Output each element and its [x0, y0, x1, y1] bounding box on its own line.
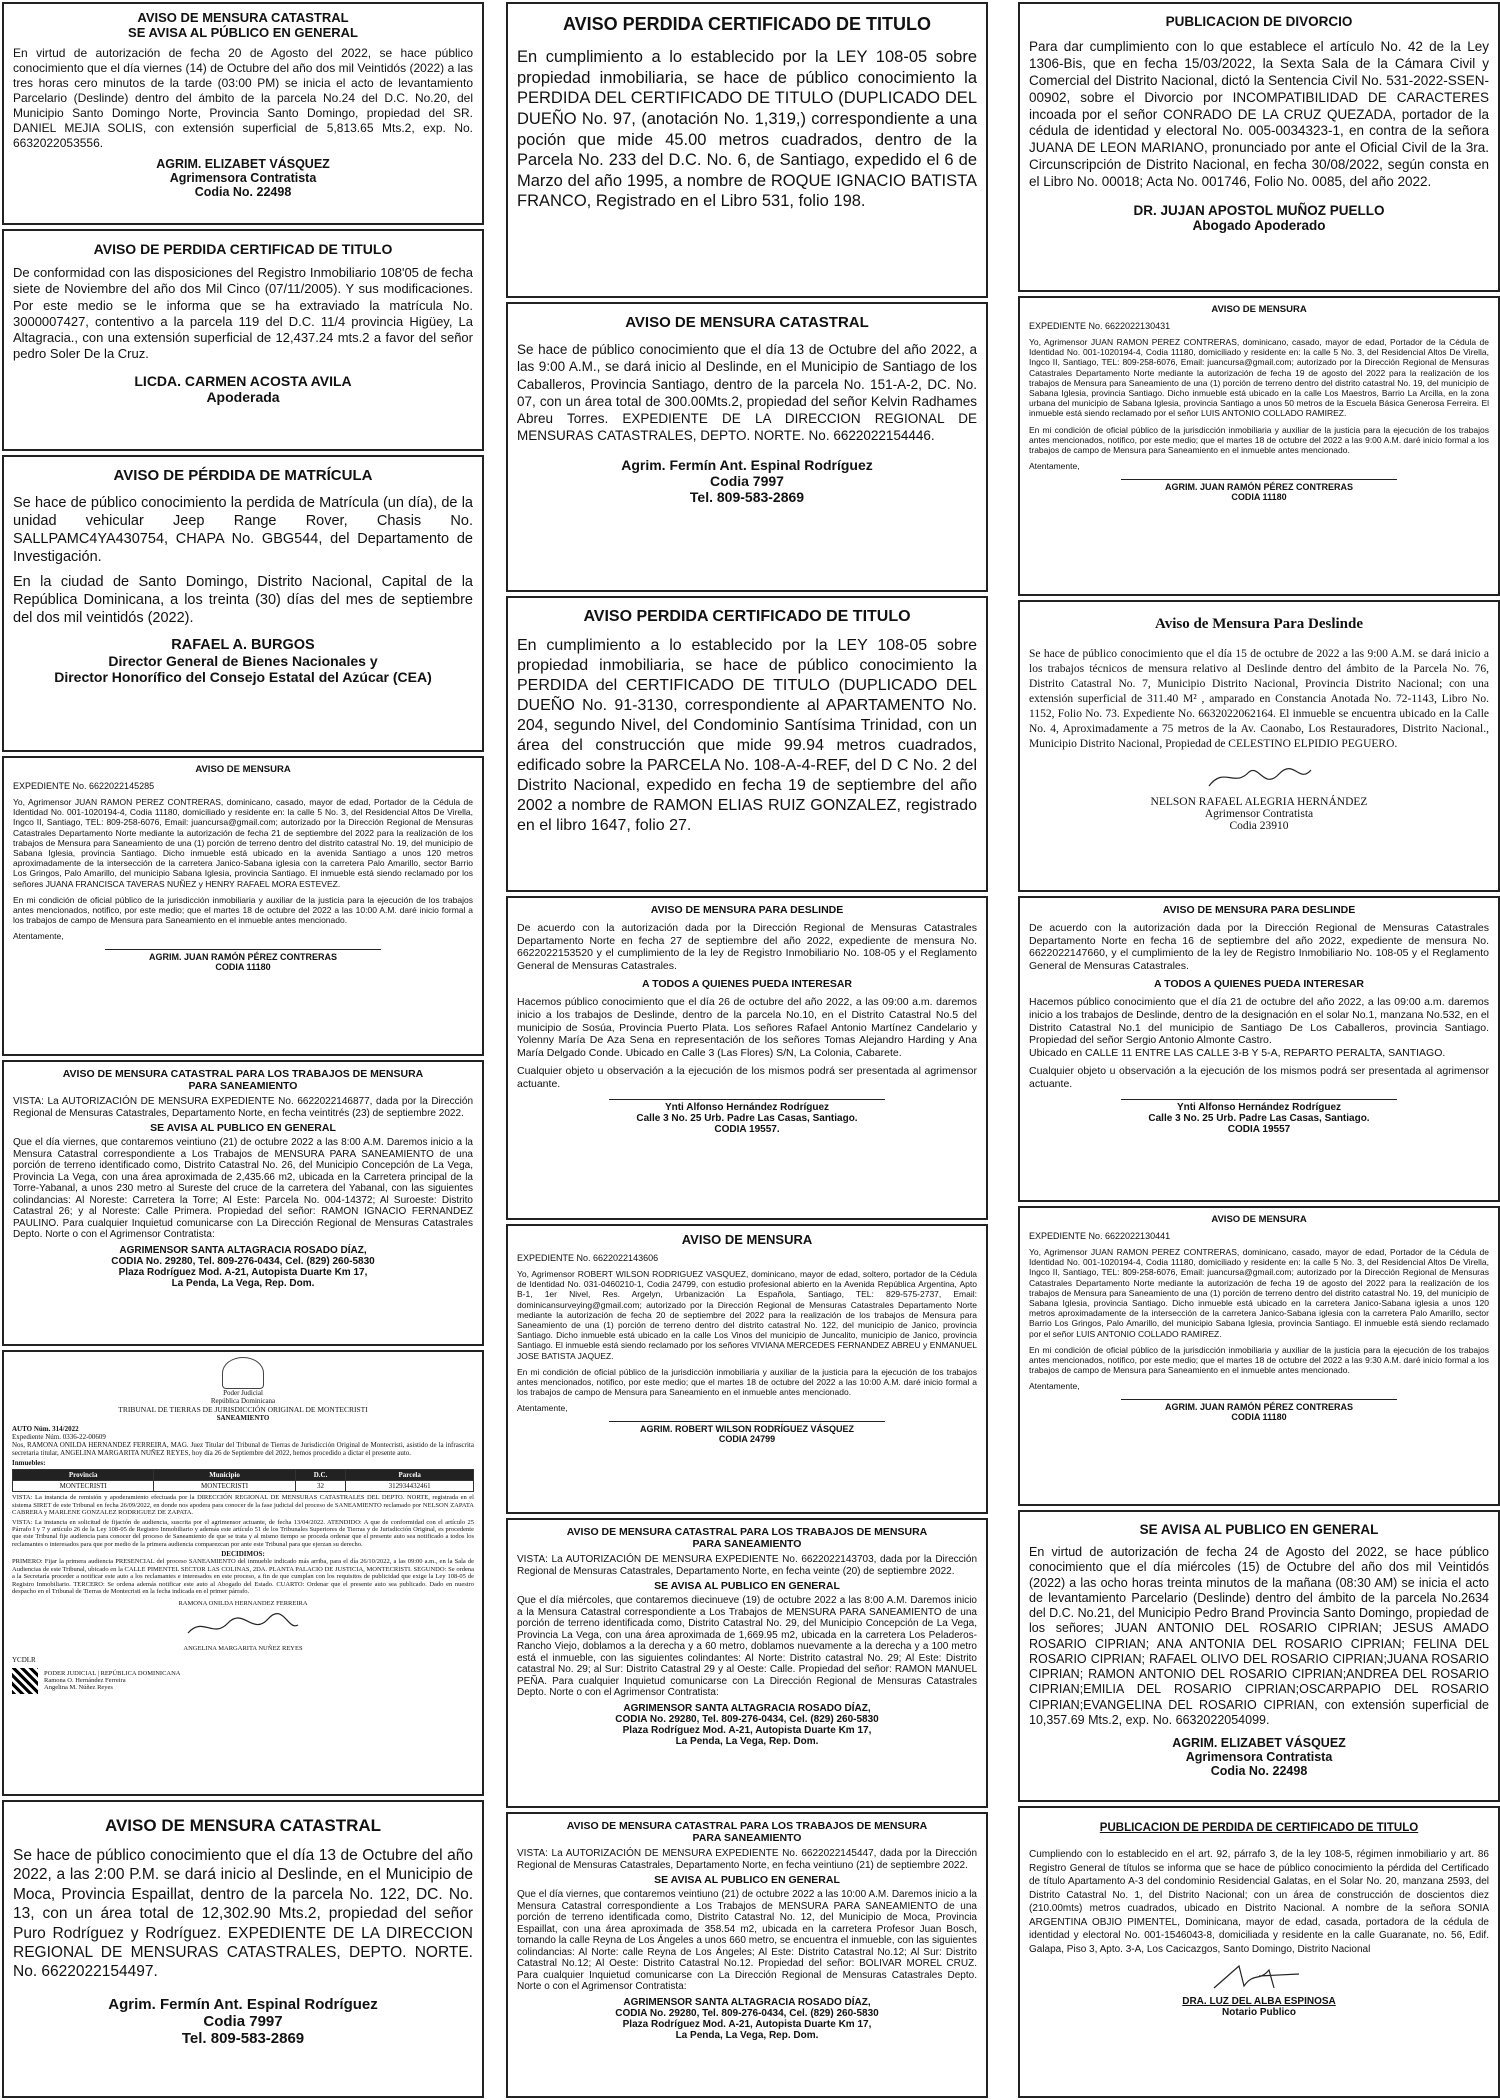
- signer-name: AGRIMENSOR SANTA ALTAGRACIA ROSADO DÍAZ,: [623, 1702, 871, 1714]
- notice-auto-tribunal-tierras: [2, 1350, 484, 1796]
- expediente-number: Expediente Núm. 0336-22-00609: [12, 1433, 106, 1441]
- expediente-number: EXPEDIENTE No. 6622022143606: [517, 1253, 659, 1263]
- notice-title: PUBLICACION DE PERDIDA DE CERTIFICADO DE TITULO: [1099, 1822, 1419, 1834]
- signature-line: [105, 949, 381, 950]
- signer-name: AGRIM. ELIZABET VÁSQUEZ: [1172, 1736, 1346, 1750]
- signer-codia: Codia No. 22498: [194, 185, 292, 199]
- notice-divorcio: [1018, 2, 1500, 292]
- notice-title: AVISO DE MENSURA PARA DESLINDE: [650, 904, 844, 916]
- auto-body: Nos, RAMONA ONILDA HERNANDEZ FERREIRA, MAG. Juez Titular del Tribunal de Tierras de Jurisdicción Original de Montecristi, asistido de la infrascrita secretaria titular, ANGELINA MARGARITA NUÑEZ REYES, hoy día 26 de Septiembre del 2022, hemos procedido a dictar el presente auto.: [12, 1441, 474, 1458]
- signer-codia: CODIA 24799: [718, 1434, 776, 1445]
- auto-body-2: VISTA: La instancia de remisión y apoderamiento efectuada por la DIRECCIÓN REGIONAL DE MENSURAS CATASTRALES DEL DEPTO. NORTE, registrada en el sistema SIRET de este Tribunal en fecha 26/09/2022, en donde nos apodera para conocer de la fase judicial del proceso de SANEAMIENTO reclamado por NELSON ZAPATA CABRERA y MARLENE GONZALEZ RODRIGUEZ DE ZAPATA.: [12, 1494, 474, 1517]
- qr-code-icon: [12, 1668, 38, 1694]
- signer-name: AGRIM. JUAN RAMÓN PÉREZ CONTRERAS: [1164, 1402, 1353, 1413]
- notice-mensura-deslinde-dn: [1018, 600, 1500, 892]
- notice-body: Cumpliendo con lo establecido en el art. 92, párrafo 3, de la ley 108-5, régimen inmobiliario y art. 86 Registro General de títulos se informa que se hace de público conocimiento la pérdida del Certificado de título Apartamento A-3 del condominio Residencial Galatas, en el Solar No. 20, manzana 2593, del Distrito Catastral No. 1, del Distrito Nacional; con un área de construcción de doscientos diez (210.00mts) metros cuadrados, ubicado en Distrito Nacional. A nombre de la señora SONIA ARGENTINA OBJIO PIMENTEL, Dominicana, mayor de edad, casada, portadora de la cédula de identidad y electoral No. 001-1546043-8, domiciliada y residente en la calle Guaranate, no. 56, Edif. Galapa, Piso 3, Apto. 3-A, Los Cacicazgos, Santo Domingo, Distrito Nacional: [1029, 1849, 1489, 1955]
- notice-perdida-certificado-91-3130: [506, 596, 988, 892]
- coat-of-arms-icon: [222, 1357, 264, 1389]
- notice-title: PUBLICACION DE DIVORCIO: [1165, 14, 1353, 29]
- notice-perdida-certificado: [2, 229, 484, 451]
- notice-deslinde-sosua: [506, 896, 988, 1220]
- signer-role: Apoderada: [206, 388, 280, 405]
- signer-name: AGRIM. JUAN RAMÓN PÉREZ CONTRERAS: [1164, 482, 1353, 493]
- notice-title: AVISO PERDIDA CERTIFICADO DE TITULO: [562, 14, 931, 34]
- signer-codia: Codia No. 22498: [1210, 1764, 1308, 1778]
- signer-address: Plaza Rodríguez Mod. A-21, Autopista Duarte Km 17,: [118, 1266, 368, 1278]
- notice-body: Yo, Agrimensor JUAN RAMON PEREZ CONTRERAS, dominicano, casado, mayor de edad, Portador de la Cédula de Identidad No. 001-1020194-4, Codia 11180, domiciliado y residente en: la calle 5 No. 3, del Residencial Altos De Virella, Ingco II, Santiago, TEL: 809-258-6076, Email: juancursa@gmail.com; autorizado por la Dirección Regional de Mensuras Catastrales Departamento Norte mediante la autorización de fecha 19 de agosto del 2022 para la realización de los trabajos de Mensura para Saneamiento de una (1) porción de terreno dentro del distrito catastral No. 19, del municipio de Sabana Iglesia, provincia Santiago. Dicho inmueble está ubicado en la calle Los Maestros, Barrio La Arcilla, en la zona urbana del municipio de Sabana Iglesia, provincia Santiago a unos 50 metros de la Escuela Básica Generosa Ferreira. El inmueble está siendo reclamado por el señor LUIS ANTONIO COLLADO RAMIREZ.: [1029, 337, 1489, 419]
- notice-title: AVISO DE MENSURA CATASTRAL PARA LOS TRABAJOS DE MENSURA: [566, 1526, 928, 1538]
- signature-line: [1121, 1099, 1397, 1100]
- notice-mensura-saneamiento-143703: [506, 1518, 988, 1808]
- footer-stamp: [12, 1668, 474, 1694]
- notice-title: AVISO DE MENSURA CATASTRAL PARA LOS TRABAJOS DE MENSURA: [62, 1068, 424, 1080]
- court-name: TRIBUNAL DE TIERRAS DE JURISDICCIÓN ORIGINAL DE MONTECRISTI: [118, 1405, 368, 1414]
- signer-title-1: Director General de Bienes Nacionales y: [108, 652, 378, 669]
- signer-codia: CODIA 11180: [215, 962, 271, 973]
- signer-name: RAFAEL A. BURGOS: [171, 636, 315, 653]
- closing: Atentamente,: [1029, 461, 1080, 472]
- notice-body: VISTA: La AUTORIZACIÓN DE MENSURA EXPEDIENTE No. 6622022145447, dada por la Dirección Regional de Mensuras Catastrales, Departamento Norte, en fecha veintiuno (21) de septiembre 2022.: [517, 1848, 977, 1871]
- signer-codia: CODIA 11180: [1231, 492, 1287, 503]
- signer-phone: Tel. 809-583-2869: [689, 488, 805, 505]
- signer-name: AGRIM. JUAN RAMÓN PÉREZ CONTRERAS: [148, 952, 337, 963]
- notice-title: Aviso de Mensura Para Deslinde: [1154, 616, 1364, 632]
- notice-mensura-saneamiento-146877: [2, 1060, 484, 1346]
- signer-name: Ynti Alfonso Hernández Rodríguez: [664, 1101, 830, 1113]
- notice-title-2: PARA SANEAMIENTO: [692, 1538, 802, 1550]
- signer-codia: CODIA 11180: [1231, 1412, 1287, 1423]
- signer-name: Agrim. Fermín Ant. Espinal Rodríguez: [108, 1995, 378, 2013]
- notice-mensura-catastral-moca: [2, 1800, 484, 2098]
- notice-mensura-catastral-santiago: [506, 302, 988, 592]
- table-cell: 312934432461: [346, 1481, 474, 1492]
- signer-name: LICDA. CARMEN ACOSTA AVILA: [134, 372, 352, 389]
- notice-mensura-130441: [1018, 1206, 1500, 1506]
- notice-body-3: Cualquier objeto u observación a la ejecución de los mismos podrá ser presentada al agrimensor actuante.: [517, 1065, 977, 1090]
- initials: YCDLR: [12, 1655, 36, 1664]
- notice-title-2: PARA SANEAMIENTO: [188, 1080, 298, 1092]
- signer-city: La Penda, La Vega, Rep. Dom.: [675, 2029, 819, 2041]
- notice-mensura-saneamiento-145447: [506, 1812, 988, 2098]
- footer-line: PODER JUDICIAL | REPÚBLICA DOMINICANA: [44, 1670, 181, 1678]
- notice-subtitle: A TODOS A QUIENES PUEDA INTERESAR: [1153, 978, 1365, 991]
- inmuebles-label: Inmuebles:: [12, 1459, 46, 1468]
- notice-title: AVISO DE MENSURA PARA DESLINDE: [1162, 904, 1356, 916]
- notice-body: VISTA: La AUTORIZACIÓN DE MENSURA EXPEDIENTE No. 6622022143703, dada por la Dirección Regional de Mensuras Catastrales, Departamento Norte, en fecha veinte (20) de septiembre 2022.: [517, 1554, 977, 1577]
- inmuebles-table: [12, 1469, 474, 1492]
- expediente-number: EXPEDIENTE No. 6622022130441: [1029, 1231, 1171, 1241]
- notice-mensura-143606: [506, 1224, 988, 1514]
- notice-body-3: Ubicado en CALLE 11 ENTRE LAS CALLE 3-B Y 5-A, REPARTO PERALTA, SANTIAGO.: [1029, 1046, 1446, 1059]
- notice-mensura-catastral-1: [2, 2, 484, 225]
- notice-body: VISTA: La AUTORIZACIÓN DE MENSURA EXPEDIENTE No. 6622022146877, dada por la Dirección Regional de Mensuras Catastrales, Departamento Norte, en fecha veintitrés (23) de septiembre 2022.: [13, 1096, 473, 1119]
- closing: Atentamente,: [1029, 1381, 1080, 1392]
- notice-body-2: En mi condición de oficial público de la jurisdicción inmobiliaria y auxiliar de la justicia para la ejecución de los trabajos antes mencionados, notifico, por este medio; que el martes 18 de octubre del 2022 a las 10:00 A.M. daré inicio formal a los trabajos de campo de Mensura para Saneamiento en el inmueble antes mencionado.: [13, 894, 473, 926]
- signer-contact: CODIA No. 29280, Tel. 809-276-0434, Cel. (829) 260-5830: [615, 2007, 879, 2019]
- signer-codia: CODIA 19557.: [714, 1123, 780, 1135]
- signer-name: DR. JUJAN APOSTOL MUÑOZ PUELLO: [1133, 202, 1385, 218]
- notice-avisa-publico: [1018, 1510, 1500, 1802]
- judge-name: RAMONA ONILDA HERNANDEZ FERREIRA: [178, 1599, 308, 1607]
- signer-name: AGRIMENSOR SANTA ALTAGRACIA ROSADO DÍAZ,: [119, 1244, 367, 1256]
- notice-body: Se hace de público conocimiento que el día 15 de octubre de 2022 a las 9:00 A.M. se dará inicio a los trabajos técnicos de mensura relativo al Deslinde dentro del ámbito de la Parcela No. 76, Distrito Catastral No. 7, Municipio Distrito Nacional, Provincia Distrito Nacional; con una extensión superficial de 311.40 M² , amparado en Constancia Anotada No. 72-1143, Libro No. 1152, Folio No. 73. Expediente No. 6632022062164. El inmueble se encuentra ubicado en la Calle No. 4, Aproximadamente a 75 metros de la Av. Caonabo, Los Restauradores, Distrito Nacional., Municipio Distrito Nacional, Propiedad de CELESTINO ELPIDIO PEGUERO.: [1029, 648, 1489, 750]
- notice-subtitle: SE AVISA AL PÚBLICO EN GENERAL: [128, 25, 358, 40]
- notice-body: Para dar cumplimiento con lo que establece el artículo No. 42 de la Ley 1306-Bis, que en fecha 15/03/2022, la Sexta Sala de la Cámara Civil y Comercial del Distrito Nacional, dictó la Sentencia Civil No. 531-2022-SSEN-00902, sobre el Divorcio por INCOMPATIBILIDAD DE CARACTERES incoada por el señor CONRADO DE LA CRUZ QUEZADA, portador de la cédula de identidad y electoral No. 005-0034323-1, en contra de la señora JUANA DE LEON MARIANO, pronunciado por ante el Oficial Civil de la 3ra. Circunscripción de Distrito Nacional, en fecha 30/08/2022, según consta en el Libro No. 00018; Acta No. 001746, Folio No. 0085, del año 2022.: [1029, 39, 1489, 189]
- signer-contact: CODIA No. 29280, Tel. 809-276-0434, Cel. (829) 260-5830: [111, 1255, 375, 1267]
- signature-line: [609, 1421, 885, 1422]
- notice-title: AVISO DE MENSURA CATASTRAL: [104, 1816, 382, 1835]
- notice-title: AVISO DE MENSURA: [1211, 304, 1307, 315]
- notice-title: AVISO DE MENSURA CATASTRAL: [137, 10, 349, 25]
- signer-title-2: Director Honorífico del Consejo Estatal del Azúcar (CEA): [54, 668, 432, 685]
- signer-role: Abogado Apoderado: [1192, 217, 1326, 233]
- closing: Atentamente,: [517, 1403, 568, 1414]
- notice-mensura-130431: [1018, 296, 1500, 596]
- expediente-number: EXPEDIENTE No. 6622022130431: [1029, 321, 1171, 331]
- notice-body: En cumplimiento a lo establecido por la LEY 108-05 sobre propiedad inmobiliaria, se hace de público conocimiento la PERDIDA DEL CERTIFICADO DE TITULO (DUPLICADO DEL DUEÑO No. 97, (anotación No. 1,319,) correspondiente a una poción que mide 45.00 metros cuadrados, dentro de la Parcela No. 233 del D.C. No. 6, de Santiago, expedido el 6 de Marzo del año 1995, a nombre de ROQUE IGNACIO BATISTA FRANCO, Registrado en el Libro 531, folio 198.: [517, 48, 977, 211]
- notice-body: Se hace de público conocimiento que el día 13 de Octubre del año 2022, a las 2:00 P.M. se dará inicio al Deslinde, en el Municipio de Moca, Provincia Espaillat, dentro de la parcela No. 122, DC. No. 13, con un área total de 12,302.90 Mts.2, propiedad del señor Puro Rodríguez y Rodríguez. EXPEDIENTE DE LA DIRECCION REGIONAL DE MENSURAS CATASTRALES, DEPTO. NORTE. No. 6622022154497.: [13, 1847, 473, 1981]
- notice-body-2: En mi condición de oficial público de la jurisdicción inmobiliaria y auxiliar de la justicia para la ejecución de los trabajos antes mencionados, notifico, por este medio; que el martes 18 de octubre del 2022 a las 9:00 A.M. daré inicio formal a los trabajos de campo de Mensura para Saneamiento en el inmueble antes mencionado.: [1029, 424, 1489, 455]
- signer-contact: CODIA No. 29280, Tel. 809-276-0434, Cel. (829) 260-5830: [615, 1713, 879, 1725]
- signer-codia: Codia 7997: [203, 2012, 283, 2030]
- notice-perdida-matricula: [2, 455, 484, 752]
- footer-line: Ramona O. Hernández Ferreira: [44, 1677, 126, 1685]
- signer-address: Plaza Rodríguez Mod. A-21, Autopista Duarte Km 17,: [622, 2018, 872, 2030]
- table-header: Parcela: [346, 1470, 474, 1481]
- signer-name: AGRIM. ROBERT WILSON RODRÍGUEZ VÁSQUEZ: [639, 1424, 854, 1435]
- auto-body-3: VISTA: La instancia en solicitud de fijación de audiencia, suscrita por el agrimensor actuante, de fecha 13/04/2022. ATENDIDO: A que de conformidad con el artículo 25 Párrafo I y 7 y artículo 26 de la Ley 108-05 de Registro Inmobiliario y además este artículo 51 de los Tribunales Superiores de Tierras y de Jurisdicción Original, es procedente que este Tribunal fije audiencia para conocer del proceso de Saneamiento de que se trata y al mismo tiempo se proceda ordenar que el presente auto sea notificado a todos los reclamantes o interesados para que por medio de la primera audiencia comparezcan por ante este Tribunal para que ejerzan su derecho.: [12, 1518, 474, 1548]
- court-branch: Poder Judicial: [223, 1389, 263, 1397]
- signer-city: La Penda, La Vega, Rep. Dom.: [675, 1735, 819, 1747]
- closing: Atentamente,: [13, 931, 64, 942]
- signer-role: Agrimensor Contratista: [1204, 807, 1314, 820]
- decision-heading: DECIDIMOS:: [221, 1550, 265, 1559]
- signer-codia: Codia 7997: [710, 472, 784, 489]
- notice-perdida-certificado-97: [506, 2, 988, 298]
- table-row: [13, 1481, 474, 1492]
- notice-title: AVISO DE MENSURA: [195, 764, 291, 775]
- footer-line: Angelina M. Núñez Reyes: [44, 1684, 113, 1692]
- table-header: Municipio: [154, 1470, 295, 1481]
- signature-icon: [183, 1611, 303, 1641]
- signer-address: Calle 3 No. 25 Urb. Padre Las Casas, Santiago.: [636, 1112, 858, 1124]
- notice-subtitle: A TODOS A QUIENES PUEDA INTERESAR: [641, 978, 853, 991]
- notice-body: En virtud de autorización de fecha 20 de Agosto del 2022, se hace público conocimiento que el día viernes (14) de Octubre del año dos mil Veintidós (2022) a las tres horas cero minutos de la tarde (03:00 PM) se inicia el acto de levantamiento Parcelario (Deslinde) dentro del ámbito de la parcela No.24 del D.C. No.20, del Municipio Santo Domingo Norte, Provincia Santo Domingo, propiedad del SR. DANIEL MEJIA SOLIS, con extensión superficial de 5,813.65 Mts.2, exp. No. 6632022053556.: [13, 46, 473, 150]
- notice-body: Yo, Agrimensor JUAN RAMON PEREZ CONTRERAS, dominicano, casado, mayor de edad, Portador de la Cédula de Identidad No. 001-1020194-4, Codia 11180, domiciliado y residente en: la calle 5 No. 3, del Residencial Altos De Virella, Ingco II, Santiago, TEL: 809-258-6076, Email: juancursa@gmail.com; autorizado por la Dirección Regional de Mensuras Catastrales Departamento Norte mediante la autorización de fecha 19 de agosto del 2022 para la realización de los trabajos de Mensura para Saneamiento de una (1) porción de terreno dentro del distrito catastral No. 19, del municipio de Sabana Iglesia, provincia Santiago. Dicho inmueble está ubicado en la carretera Janico-Sabana iglesia a unos 120 metros aproximadamente de la intersección de la carretera Janico-Sabana iglesia con la carretera Palo Amarillo, sector Barrio Los Gringos, Palo Amarillo, del municipio Sabana Iglesia, provincia Santiago. El inmueble está siendo reclamado por el señor LUIS ANTONIO COLLADO RAMIREZ.: [1029, 1247, 1489, 1339]
- table-cell: MONTECRISTI: [13, 1481, 154, 1492]
- signature-icon: [1199, 1962, 1319, 1992]
- notice-title-2: PARA SANEAMIENTO: [692, 1832, 802, 1844]
- signature-line: [609, 1099, 885, 1100]
- notice-body: En virtud de autorización de fecha 24 de Agosto del 2022, se hace público conocimiento que el día miércoles (15) de Octubre del año dos mil Veintidós (2022) a las ocho horas treinta minutos de la mañana (08:30 AM) se inicia el acto de levantamiento Parcelario (Deslinde) dentro del ámbito de la parcela No.2634 del D.C. No.21, del Municipio Pedro Brand Provincia Santo Domingo, propiedad de los señores; JUAN ANTONIO DEL ROSARIO CIPRIAN; JESUS AMADO ROSARIO CIPRIAN; ANA ANTONIA DEL ROSARIO CIPRIAN; FELINA DEL ROSARIO CIPRIAN; RAFAEL OLIVO DEL ROSARIO CIPRIAN;JUANA ROSARIO CIPRIAN; RAMON ANTONIO DEL ROSARIO CIPRIAN;ANDREA DEL ROSARIO CIPRIAN;EMILIA DEL ROSARIO CIPRIAN;OSCARPAPIO DEL ROSARIO CIPRIAN;EVANGELINA DEL ROSARIO CIPRIAN, con extensión superficial de 10,357.69 Mts.2, exp. No. 6632022054099.: [1029, 1545, 1489, 1727]
- notice-subtitle: SE AVISA AL PUBLICO EN GENERAL: [654, 1580, 840, 1592]
- signer-codia: CODIA 19557: [1227, 1123, 1291, 1135]
- signer-codia: Codia 23910: [1229, 819, 1289, 832]
- table-cell: MONTECRISTI: [154, 1481, 295, 1492]
- notice-body: Se hace de público conocimiento que el día 13 de Octubre del año 2022, a las 9:00 A.M., se dará inicio al Deslinde, en el Municipio de Santiago de los Caballeros, Provincia Santiago, dentro de la parcela No. 151-A-2, DC. No. 07, con un área total de 300.00Mts.2, propiedad del señor Kelvin Radhames Abreu Torres. EXPEDIENTE DE LA DIRECCION REGIONAL DE MENSURAS CATASTRALES, DEPTO. NORTE. No. 6622022154446.: [517, 342, 977, 444]
- notice-title: AVISO DE MENSURA: [681, 1232, 813, 1247]
- notice-body: De acuerdo con la autorización dada por la Dirección Regional de Mensuras Catastrales Departamento Norte en fecha 16 de septiembre del año 2022, expediente de mensura No. 6622022147660, y el cumplimiento de la ley de Registro Inmobiliario No. 108-05 y el Reglamento General de Mensuras Catastrales.: [1029, 922, 1489, 972]
- notice-title: AVISO DE PERDIDA CERTIFICAD DE TITULO: [93, 241, 393, 257]
- expediente-number: EXPEDIENTE No. 6622022145285: [13, 781, 155, 791]
- notice-title: AVISO DE MENSURA CATASTRAL PARA LOS TRABAJOS DE MENSURA: [566, 1820, 928, 1832]
- notice-title: AVISO PERDIDA CERTIFICADO DE TITULO: [583, 608, 911, 625]
- notice-subtitle: SE AVISA AL PUBLICO EN GENERAL: [654, 1874, 840, 1886]
- signer-name: DRA. LUZ DEL ALBA ESPINOSA: [1182, 1996, 1336, 2007]
- court-process: SANEAMIENTO: [216, 1414, 270, 1422]
- signer-name: Ynti Alfonso Hernández Rodríguez: [1176, 1101, 1342, 1113]
- notice-body-2: Hacemos público conocimiento que el día 26 de octubre del año 2022, a las 09:00 a.m. daremos inicio a los trabajos de Deslinde, dentro de la parcela No.10, en el Distrito Catastral No.5 del municipio de Sosúa, Provincia Puerto Plata. Los señores Rafael Antonio Martínez Candelario y Yolenny María De Aza Sena en representación de los señores Tomas Alejandro Harding y Ana María Delgado Conde. Ubicado en Calle 3 (Las Flores) S/N, La Colonia, Cabarete.: [517, 996, 977, 1059]
- notice-body: Yo, Agrimensor ROBERT WILSON RODRIGUEZ VASQUEZ, dominicano, mayor de edad, soltero, portador de la Cédula de Identidad No. 031-0460210-1, Codia 24799, con estudio profesional abierto en la Avenida República Argentina, Apto B-1, 1er Nivel, Res. Argelyn, Urbanización La Española, Santiago, TEL: 829-575-2737, Email: dominicansurveying@gmail.com; autorizado por la Dirección Regional de Mensuras Catastrales Departamento Norte mediante la autorización de fecha 20 de septiembre del 2022 para la realización de los trabajos de Mensura para Saneamiento de una (1) porción de terreno dentro del distrito catastral No. 122, del municipio de Janico, provincia Santiago. Dicho inmueble está ubicado en la calle Los Vinos del municipio de Juncalito, municipio de Janico, provincia Santiago. El inmueble está siendo reclamado por los señores VIVIANA MERCEDES FERNANDEZ ABREU y ENMANUEL JOSE BATISTA JAQUEZ.: [517, 1269, 977, 1361]
- signer-role: Notario Publico: [1222, 2007, 1296, 2018]
- notice-body-2: Que el día miércoles, que contaremos diecinueve (19) de octubre 2022 a las 8:00 A.M. Daremos inicio a la Mensura Catastral correspondiente a Los Trabajos de MENSURA PARA SANEAMIENTO de una porción de terreno identificada como, Distrito Catastral No. 29, del Municipio Concepción de La Vega, Provincia La Vega, con una área aproximada de 1,669.95 m2, ubicada en la carretera Los Peladeros-Rancho Viejo, doblamos a la derecha y a 60 metro, doblamos nuevamente a la derecha y a 100 metro está el inmueble, con las siguientes colindantes: Al Norte: Distrito catastral No. 29; Al Este: Distrito catastral No. 29; al Sur: Distrito Catastral 29 y al Oeste: Calle. Propiedad del señor: RAMON MANUEL PEÑA. Para cualquier Inquietud comunicarse con La Dirección Regional de Mensuras Catastrales Depto. Norte o con el Agrimensor Contratista:: [517, 1595, 977, 1698]
- auto-body-4: PRIMERO: Fijar la primera audiencia PRESENCIAL del proceso SANEAMIENTO del inmueble indicado más arriba, para el día 26/10/2022, a las 09:00 a.m., en la Sala de Audiencias de este Tribunal, ubicado en la CALLE PIMENTEL SECTOR LAS COLINAS, 2DA. PLANTA PALACIO DE JUSTICIA, MONTECRISTI. SEGUNDO: Se ordena a la Secretaría proceder a notificar este auto a los reclamantes e interesados en este proceso, a fin de que cumplan con los requisitos de publicidad que exige la Ley 108-05 de Registro Inmobiliario. TERCERO: Se ordena además notificar este auto al Abogado del Estado. CUARTO: Ordenar que el presente auto sea publicado. Dado en nuestro despacho en el Tribunal de Tierras de Montecristi en la fecha indicada en el primer párrafo.: [12, 1558, 474, 1596]
- table-header: Provincia: [13, 1470, 154, 1481]
- signer-role: Agrimensora Contratista: [169, 171, 317, 185]
- notice-title: AVISO DE MENSURA: [1211, 1214, 1307, 1225]
- notice-body-2: En mi condición de oficial público de la jurisdicción inmobiliaria y auxiliar de la justicia para la ejecución de los trabajos antes mencionados, notifico, por este medio; que el martes 18 de octubre del 2022 a las 10:00 A.M. daré inicio formal a los trabajos de campo de Mensura para Saneamiento en el inmueble antes mencionado.: [517, 1366, 977, 1398]
- signer-role: Agrimensora Contratista: [1185, 1750, 1333, 1764]
- signer-address: Calle 3 No. 25 Urb. Padre Las Casas, Santiago.: [1148, 1112, 1370, 1124]
- signer-phone: Tel. 809-583-2869: [181, 2029, 305, 2047]
- table-header: D.C.: [295, 1470, 346, 1481]
- notice-body: Yo, Agrimensor JUAN RAMON PEREZ CONTRERAS, dominicano, casado, mayor de edad, Portador de la Cédula de Identidad No. 001-1020194-4, Codia 11180, domiciliado y residente en: la calle 5 No. 3, del Residencial Altos De Virella, Ingco II, Santiago, TEL: 809-258-6076, Email: juancursa@gmail.com; autorizado por la Dirección Regional de Mensuras Catastrales Departamento Norte mediante la autorización de fecha 21 de septiembre del 2022 para la realización de los trabajos de Mensura para Saneamiento de una (1) porción de terreno dentro del distrito catastral No. 19, del municipio de Sabana Iglesia, provincia Santiago. Dicho inmueble está ubicado en la avenida Santiago a unos 120 metros aproximadamente de la intersección de la carretera Janico-Sabana iglesia con la carretera Palo Amarillo, sector Barrio Los Gringos, Palo Amarillo, del municipio Sabana Iglesia, provincia Santiago. El inmueble está siendo reclamado por los señores JUANA FRANCISCA TAVERAS NUÑEZ y HENRY RAFAEL MORA ESTEVEZ.: [13, 797, 473, 889]
- secretary-name: ANGELINA MARGARITA NUÑEZ REYES: [183, 1644, 303, 1652]
- notice-body-2: Que el día viernes, que contaremos veintiuno (21) de octubre 2022 a las 8:00 A.M. Daremos inicio a la Mensura Catastral correspondiente a Los Trabajos de MENSURA PARA SANEAMIENTO de una porción de terreno identificado como, Distrito Catastral No. 26, del Municipio Concepción de La Vega, Provincia La Vega, con una área aproximada de 2,435.66 m2, ubicada en la Carretera principal de la Torre-Yabanal, a unos 230 metro al Sureste del cruce de la carretera del Yabanal, con las siguientes colindancias: Al Noreste: Carretera la Torre; Al Este: Parcela No. 004-14372; Al Suroeste: Distrito Catastral 26; y al Noreste: Calle Primera. Propiedad del señor: RAMON IGNACIO FERNANDEZ PAULINO. Para cualquier Inquietud comunicarse con La Dirección Regional de Mensuras Catastrales Depto. Norte o con el Agrimensor Contratista:: [13, 1137, 473, 1240]
- signer-address: Plaza Rodríguez Mod. A-21, Autopista Duarte Km 17,: [622, 1724, 872, 1736]
- table-cell: 32: [295, 1481, 346, 1492]
- notice-subtitle: SE AVISA AL PUBLICO EN GENERAL: [150, 1122, 336, 1134]
- auto-number: AUTO Núm. 314/2022: [12, 1425, 79, 1433]
- notice-body-2: Hacemos público conocimiento que el día 21 de octubre del año 2022, a las 09:00 a.m. daremos inicio a los trabajos de Deslinde, dentro de la designación en el solar No.1, manzana No.532, en el Distrito Catastral No.1 del municipio de Santiago De Los Caballeros, provincia Santiago. Propiedad del señor Sergio Antonio Almonte Castro.: [1029, 996, 1489, 1047]
- notice-body: De acuerdo con la autorización dada por la Dirección Regional de Mensuras Catastrales Departamento Norte en fecha 27 de septiembre del año 2022, expediente de mensura No. 6622022153520 y el cumplimiento de la ley de Registro Inmobiliario No. 108-05 y el Reglamento General de Mensuras Catastrales.: [517, 922, 977, 972]
- notice-body-4: Cualquier objeto u observación a la ejecución de los mismos podrá ser presentada al agrimensor actuante.: [1029, 1065, 1489, 1090]
- notice-body-2: Que el día viernes, que contaremos veintiuno (21) de octubre 2022 a las 10:00 A.M. Daremos inicio a la Mensura Catastral correspondiente a Los Trabajos de MENSURA PARA SANEAMIENTO de una porción de terreno identificada como, Distrito Catastral No. 12, del Municipio de Moca, Provincia Espaillat, con una área aproximada de 358.54 m2, ubicada en la carretera Profesor Juan Bosch, tomando la calle Reyna de Los Ángeles a unos 660 metro, se encuentra el inmueble, con las siguientes colindancias: Al Norte: calle Reyna de Los Ángeles; Al Este: Distrito Catastral No.12; Al Sur: Distrito Catastral No.12; Al Oeste: Distrito Catastral No.12. Propiedad del señor: BOLIVAR MOREL CRUZ. Para cualquier Inquietud comunicarse con La Dirección Regional de Mensuras Catastrales Depto. Norte o con el Agrimensor Contratista:: [517, 1889, 977, 1992]
- court-country: República Dominicana: [210, 1397, 276, 1405]
- signer-name: NELSON RAFAEL ALEGRIA HERNÁNDEZ: [1150, 795, 1368, 808]
- notice-deslinde-santiago: [1018, 896, 1500, 1202]
- notice-perdida-titulo-galatas: [1018, 1806, 1500, 2098]
- signature-line: [1121, 479, 1397, 480]
- notice-body: Se hace de público conocimiento la perdida de Matrícula (un día), de la unidad vehicular Jeep Range Rover, Chasis No. SALLPAMC4YA430754, CHAPA No. GBG544, del Departamento de Investigación.: [13, 495, 473, 566]
- notice-title: SE AVISA AL PUBLICO EN GENERAL: [1139, 1522, 1379, 1537]
- signer-city: La Penda, La Vega, Rep. Dom.: [171, 1277, 315, 1289]
- notice-body-2: En la ciudad de Santo Domingo, Distrito Nacional, Capital de la República Dominicana, a los treinta (30) días del mes de septiembre del dos mil veintidós (2022).: [13, 573, 473, 626]
- signature-line: [1121, 1399, 1397, 1400]
- notice-body: De conformidad con las disposiciones del Registro Inmobiliario 108'05 de fecha siete de Noviembre del año dos Mil Cinco (07/11/2005). Y sus modificaciones. Por este medio se le informa que se ha extraviado la matrícula No. 3000007427, contentivo a la parcela 119 del D.C. 11/4 provincia Higüey, La Altagracia., con una extensión superficial de 12,437.24 mts.2 a favor del señor pedro Soler De la Cruz.: [13, 265, 473, 362]
- signature-icon: [1199, 762, 1319, 792]
- notice-title: AVISO DE MENSURA CATASTRAL: [625, 314, 869, 331]
- notice-body-2: En mi condición de oficial público de la jurisdicción inmobiliaria y auxiliar de la justicia para la ejecución de los trabajos antes mencionados, notifico, por este medio; que el martes 18 de octubre del 2022 a las 9:30 A.M. daré inicio formal a los trabajos de campo de Mensura para Saneamiento en el inmueble antes mencionado.: [1029, 1344, 1489, 1376]
- notice-body: En cumplimiento a lo establecido por la LEY 108-05 sobre propiedad inmobiliaria, se hace de público conocimiento la PERDIDA del CERTIFICADO DE TITULO (DUPLICADO DEL DUEÑO No. 91-3130, correspondiente al APARTAMENTO No. 204, segundo Nivel, del Condominio Santísima Trinidad, con un área del construcción que mide 99.94 metros cuadrados, edificado sobre la PARCELA No. 108-A-4-REF, del D C No. 2 del Distrito Nacional, expedido en fecha 19 de septiembre del año 2002 a nombre de RAMON ELIAS RUIZ GONZALEZ, registrado en el libro 1647, folio 27.: [517, 637, 977, 834]
- signer-name: AGRIM. ELIZABET VÁSQUEZ: [156, 157, 330, 171]
- notice-title: AVISO DE PÉRDIDA DE MATRÍCULA: [113, 467, 373, 484]
- signer-name: AGRIMENSOR SANTA ALTAGRACIA ROSADO DÍAZ,: [623, 1996, 871, 2008]
- notice-mensura-145285: [2, 756, 484, 1056]
- signer-name: Agrim. Fermín Ant. Espinal Rodríguez: [621, 456, 873, 473]
